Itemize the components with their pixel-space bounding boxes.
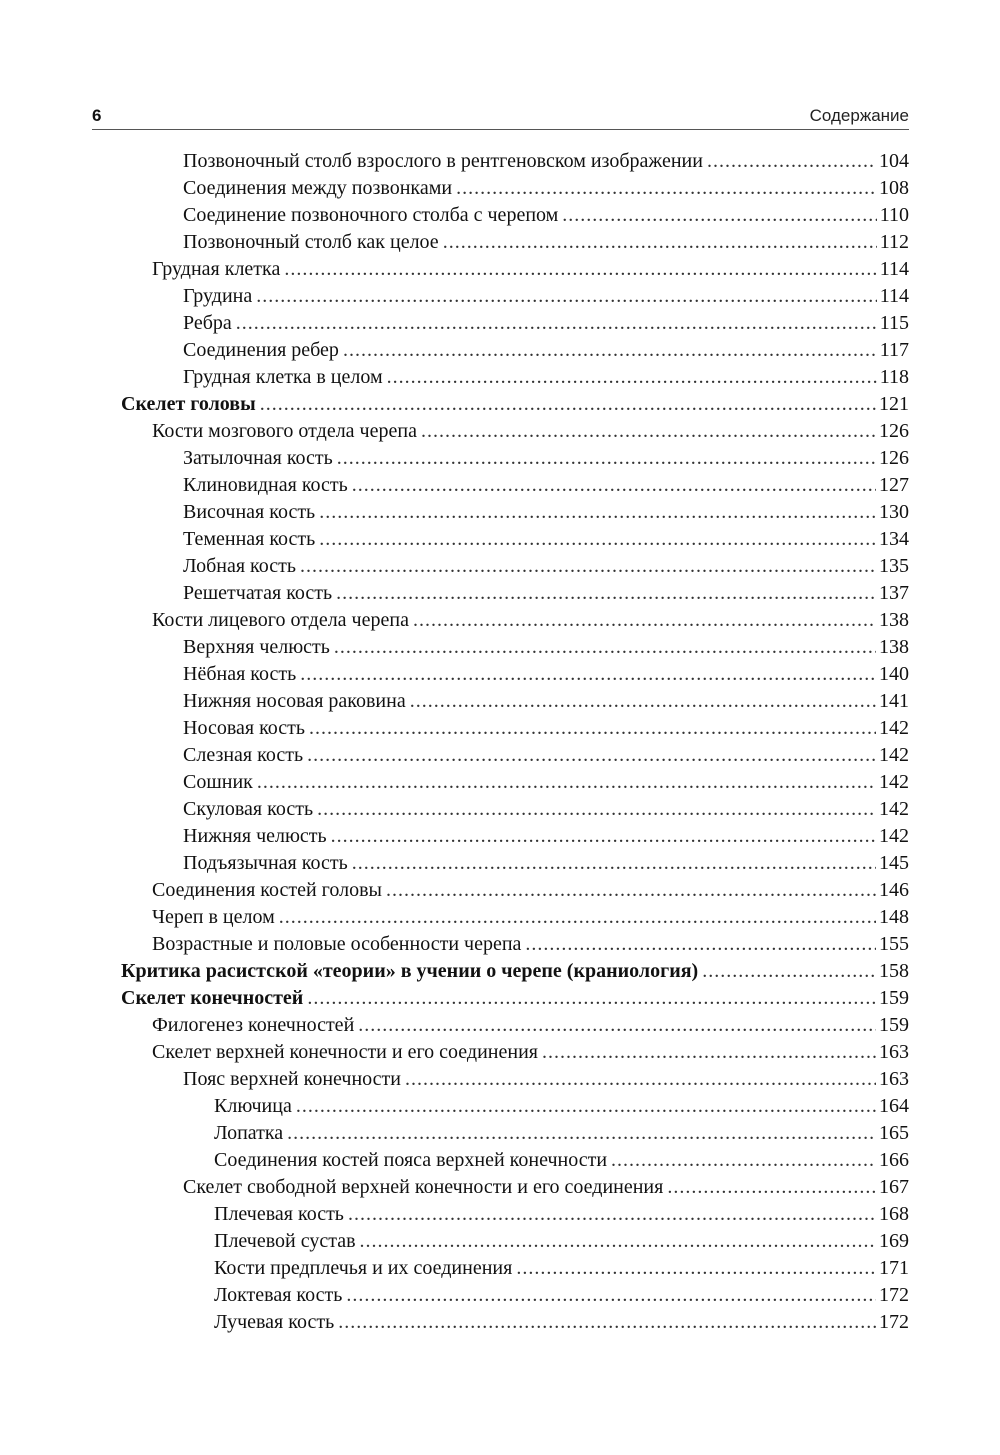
toc-entry-page: 142 bbox=[879, 744, 909, 766]
toc-entry-page: 138 bbox=[879, 636, 909, 658]
toc-entry-page: 165 bbox=[879, 1122, 909, 1144]
toc-entry-title: Кости мозгового отдела черепа bbox=[152, 420, 417, 442]
dot-leader bbox=[287, 1122, 876, 1145]
dot-leader bbox=[334, 636, 876, 659]
toc-entry-title: Лопатка bbox=[214, 1122, 284, 1144]
dot-leader bbox=[358, 1014, 876, 1037]
dot-leader bbox=[236, 312, 877, 335]
dot-leader bbox=[296, 1095, 876, 1118]
dot-leader bbox=[300, 663, 876, 686]
dot-leader bbox=[525, 933, 876, 956]
header-rule bbox=[92, 129, 909, 130]
toc-entry bbox=[214, 1230, 909, 1257]
toc-entry-page: 127 bbox=[879, 474, 909, 496]
toc-entry-page: 155 bbox=[879, 933, 909, 955]
toc-entry bbox=[152, 879, 909, 906]
toc-entry bbox=[214, 1257, 909, 1284]
toc-entry-page: 142 bbox=[879, 771, 909, 793]
toc-entry-page: 135 bbox=[879, 555, 909, 577]
dot-leader bbox=[348, 1203, 876, 1226]
dot-leader bbox=[343, 339, 877, 362]
toc-entry bbox=[183, 528, 909, 555]
toc-entry bbox=[121, 960, 909, 987]
toc-entry-title: Решетчатая кость bbox=[183, 582, 333, 604]
toc-entry-page: 118 bbox=[879, 366, 909, 388]
page-number: 6 bbox=[92, 106, 102, 125]
toc-entry-page: 112 bbox=[879, 231, 909, 253]
toc-entry bbox=[152, 420, 909, 447]
toc-entry-title: Нижняя носовая раковина bbox=[183, 690, 406, 712]
toc-entry-title: Нёбная кость bbox=[183, 663, 297, 685]
toc-entry bbox=[183, 474, 909, 501]
dot-leader bbox=[338, 1311, 876, 1334]
dot-leader bbox=[307, 987, 876, 1010]
toc-entry bbox=[183, 177, 909, 204]
toc-entry-page: 171 bbox=[879, 1257, 909, 1279]
toc-entry bbox=[183, 447, 909, 474]
dot-leader bbox=[405, 1068, 876, 1091]
toc-entry-title: Скелет конечностей bbox=[121, 987, 304, 1009]
toc-entry-page: 159 bbox=[879, 1014, 909, 1036]
page-header bbox=[92, 106, 909, 130]
dot-leader bbox=[702, 960, 876, 983]
toc-entry bbox=[183, 852, 909, 879]
toc-entry bbox=[214, 1311, 909, 1338]
toc-entry bbox=[183, 1176, 909, 1203]
toc-entry-page: 166 bbox=[879, 1149, 909, 1171]
toc-entry-title: Ребра bbox=[183, 312, 232, 334]
toc-entry-title: Пояс верхней конечности bbox=[183, 1068, 401, 1090]
toc-entry bbox=[214, 1122, 909, 1149]
toc-entry-title: Филогенез конечностей bbox=[152, 1014, 355, 1036]
toc-entry-title: Скуловая кость bbox=[183, 798, 314, 820]
dot-leader bbox=[307, 744, 876, 767]
toc-entry-title: Грудная клетка в целом bbox=[183, 366, 383, 388]
toc-entry bbox=[183, 285, 909, 312]
dot-leader bbox=[386, 879, 876, 902]
dot-leader bbox=[284, 258, 876, 281]
toc-entry bbox=[121, 987, 909, 1014]
toc-entry-title: Соединения ребер bbox=[183, 339, 339, 361]
toc-entry-title: Соединения костей пояса верхней конечности bbox=[214, 1149, 608, 1171]
toc-entry-title: Позвоночный столб как целое bbox=[183, 231, 439, 253]
toc-entry-page: 145 bbox=[879, 852, 909, 874]
toc-entry-title: Грудина bbox=[183, 285, 253, 307]
toc-entry-page: 114 bbox=[879, 258, 909, 280]
toc-entry-page: 104 bbox=[879, 150, 909, 172]
toc-entry-title: Плечевой сустав bbox=[214, 1230, 356, 1252]
toc-entry-page: 142 bbox=[879, 825, 909, 847]
toc-entry-page: 117 bbox=[879, 339, 909, 361]
dot-leader bbox=[352, 852, 876, 875]
toc-entry-title: Нижняя челюсть bbox=[183, 825, 327, 847]
toc-entry-page: 142 bbox=[879, 717, 909, 739]
toc-entry-page: 164 bbox=[879, 1095, 909, 1117]
toc-entry-title: Ключица bbox=[214, 1095, 292, 1117]
toc-entry-title: Подъязычная кость bbox=[183, 852, 348, 874]
toc-entry-page: 158 bbox=[879, 960, 909, 982]
toc-entry bbox=[152, 258, 909, 285]
dot-leader bbox=[256, 285, 876, 308]
dot-leader bbox=[456, 177, 876, 200]
dot-leader bbox=[410, 690, 876, 713]
toc-entry-page: 126 bbox=[879, 420, 909, 442]
toc-entry bbox=[183, 798, 909, 825]
toc-entry-page: 115 bbox=[879, 312, 909, 334]
toc-entry-page: 141 bbox=[879, 690, 909, 712]
dot-leader bbox=[337, 447, 876, 470]
toc-entry-page: 169 bbox=[879, 1230, 909, 1252]
toc-entry-page: 163 bbox=[879, 1041, 909, 1063]
toc-entry-page: 167 bbox=[879, 1176, 909, 1198]
running-title: Содержание bbox=[809, 106, 909, 125]
toc-entry-title: Соединение позвоночного столба с черепом bbox=[183, 204, 559, 226]
dot-leader bbox=[319, 501, 876, 524]
toc-entry-title: Носовая кость bbox=[183, 717, 306, 739]
toc-entry bbox=[183, 690, 909, 717]
toc-entry-title: Критика расистской «теории» в учении о черепе (краниология) bbox=[121, 960, 699, 982]
toc-entry-title: Возрастные и половые особенности черепа bbox=[152, 933, 522, 955]
toc-entry-page: 172 bbox=[879, 1311, 909, 1333]
toc-entry bbox=[152, 1014, 909, 1041]
toc-entry-title: Сошник bbox=[183, 771, 253, 793]
dot-leader bbox=[516, 1257, 876, 1280]
toc-entry-page: 146 bbox=[879, 879, 909, 901]
dot-leader bbox=[421, 420, 876, 443]
toc-entry-title: Теменная кость bbox=[183, 528, 316, 550]
toc-entry-title: Клиновидная кость bbox=[183, 474, 348, 496]
toc-entry bbox=[183, 339, 909, 366]
toc-entry-page: 172 bbox=[879, 1284, 909, 1306]
toc-entry-title: Соединения между позвонками bbox=[183, 177, 453, 199]
toc-entry bbox=[183, 582, 909, 609]
toc-entry bbox=[152, 609, 909, 636]
toc-entry-page: 140 bbox=[879, 663, 909, 685]
dot-leader bbox=[317, 798, 876, 821]
toc-entry-title: Кости предплечья и их соединения bbox=[214, 1257, 513, 1279]
toc-entry bbox=[214, 1203, 909, 1230]
toc-entry-title: Височная кость bbox=[183, 501, 316, 523]
toc-entry-page: 142 bbox=[879, 798, 909, 820]
dot-leader bbox=[319, 528, 876, 551]
toc-entry-page: 108 bbox=[879, 177, 909, 199]
dot-leader bbox=[387, 366, 877, 389]
dot-leader bbox=[413, 609, 876, 632]
toc-entry-title: Позвоночный столб взрослого в рентгеновском изображении bbox=[183, 150, 703, 172]
toc-entry bbox=[183, 771, 909, 798]
dot-leader bbox=[279, 906, 876, 929]
dot-leader bbox=[257, 771, 876, 794]
dot-leader bbox=[346, 1284, 876, 1307]
dot-leader bbox=[300, 555, 876, 578]
toc-entry-title: Слезная кость bbox=[183, 744, 304, 766]
toc-entry bbox=[152, 906, 909, 933]
toc-entry bbox=[183, 825, 909, 852]
toc-entry-page: 138 bbox=[879, 609, 909, 631]
dot-leader bbox=[309, 717, 876, 740]
dot-leader bbox=[667, 1176, 876, 1199]
dot-leader bbox=[331, 825, 876, 848]
dot-leader bbox=[336, 582, 876, 605]
toc-entry-page: 121 bbox=[879, 393, 909, 415]
toc-entry-page: 114 bbox=[879, 285, 909, 307]
dot-leader bbox=[360, 1230, 876, 1253]
toc-entry-title: Плечевая кость bbox=[214, 1203, 344, 1225]
toc-entry-page: 163 bbox=[879, 1068, 909, 1090]
toc-entry-title: Скелет верхней конечности и его соединения bbox=[152, 1041, 538, 1063]
toc-entry bbox=[152, 933, 909, 960]
toc-entry-title: Скелет головы bbox=[121, 393, 256, 415]
toc-entry-page: 134 bbox=[879, 528, 909, 550]
toc-entry bbox=[183, 555, 909, 582]
toc-entry-title: Соединения костей головы bbox=[152, 879, 382, 901]
dot-leader bbox=[352, 474, 876, 497]
toc-entry bbox=[183, 231, 909, 258]
dot-leader bbox=[443, 231, 877, 254]
toc-entry bbox=[214, 1149, 909, 1176]
toc-entry bbox=[183, 501, 909, 528]
toc-entry bbox=[183, 717, 909, 744]
toc-entry bbox=[183, 1068, 909, 1095]
toc-entry-page: 137 bbox=[879, 582, 909, 604]
toc-entry bbox=[152, 1041, 909, 1068]
toc-entry-page: 126 bbox=[879, 447, 909, 469]
toc-entry bbox=[183, 636, 909, 663]
toc-entry-title: Череп в целом bbox=[152, 906, 275, 928]
toc-entry bbox=[214, 1284, 909, 1311]
toc-entry-title: Лучевая кость bbox=[214, 1311, 335, 1333]
toc-entry-title: Затылочная кость bbox=[183, 447, 333, 469]
toc-entry bbox=[183, 663, 909, 690]
toc-entry-page: 148 bbox=[879, 906, 909, 928]
toc-entry-title: Грудная клетка bbox=[152, 258, 281, 280]
toc-entry-title: Лобная кость bbox=[183, 555, 296, 577]
toc-entry bbox=[183, 204, 909, 231]
dot-leader bbox=[562, 204, 876, 227]
toc-entry bbox=[121, 393, 909, 420]
toc-entry-title: Скелет свободной верхней конечности и его соединения bbox=[183, 1176, 664, 1198]
dot-leader bbox=[542, 1041, 876, 1064]
toc-entry-title: Верхняя челюсть bbox=[183, 636, 330, 658]
toc-entry-page: 159 bbox=[879, 987, 909, 1009]
toc-entry bbox=[183, 312, 909, 339]
toc-entry bbox=[214, 1095, 909, 1122]
toc-entry-page: 130 bbox=[879, 501, 909, 523]
toc-entry-page: 110 bbox=[879, 204, 909, 226]
toc-entry bbox=[183, 366, 909, 393]
toc-entry-title: Кости лицевого отдела черепа bbox=[152, 609, 409, 631]
dot-leader bbox=[611, 1149, 876, 1172]
toc-entry bbox=[183, 150, 909, 177]
toc-entry-page: 168 bbox=[879, 1203, 909, 1225]
toc-entry-title: Локтевая кость bbox=[214, 1284, 343, 1306]
toc-entry bbox=[183, 744, 909, 771]
dot-leader bbox=[260, 393, 876, 416]
dot-leader bbox=[707, 150, 876, 173]
